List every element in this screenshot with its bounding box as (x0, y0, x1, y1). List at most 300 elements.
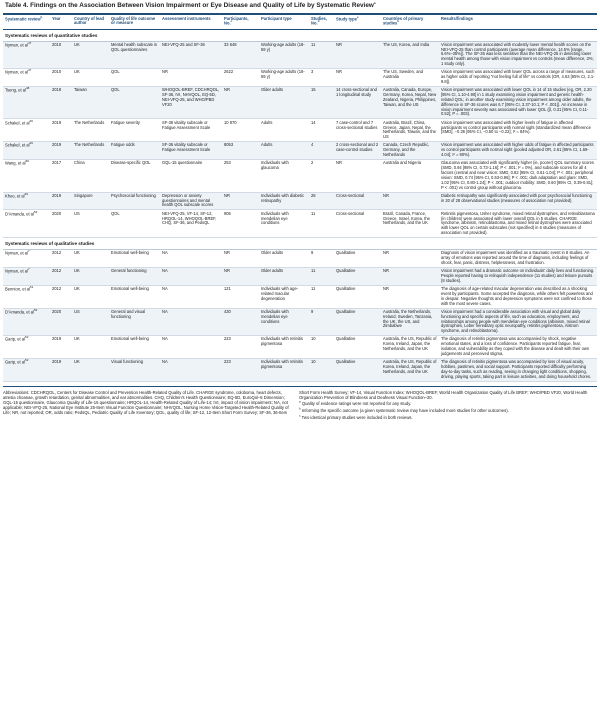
section-label: Systematic reviews of quantitative studies (3, 29, 597, 41)
footnote-a-mark: a (299, 400, 301, 405)
cell-text: 2019 (52, 192, 62, 198)
table-cell (439, 358, 597, 381)
cell-text: 2019 (52, 142, 62, 148)
table-cell (334, 210, 381, 238)
table-cell (160, 358, 222, 381)
table-cell (381, 210, 439, 238)
cell-text: Psychosocial functioning (111, 192, 156, 198)
reference-number: 47 (27, 68, 32, 73)
table-cell (259, 336, 309, 359)
cell-text: Schakel, et al (5, 120, 30, 126)
table-title (5, 2, 597, 10)
column-header-label: Countries of primary studies (383, 15, 424, 26)
table-cell (160, 192, 222, 210)
cell-text: Bennion, et al (5, 286, 31, 292)
cell-text: Australia and Nigeria (383, 160, 422, 166)
table-cell (309, 41, 334, 69)
reference-number: 49 (24, 191, 28, 196)
cell-text: The diagnosis of retinitis pigmentosa was accompanied by loss of visual acuity, hobbies, pastimes, and social support. Participants reported difficulty performing day-to-day tasks, such as reading, seeing in changing light conditions, shopping, driving, playing sports, taking part in leisure activities, and doing household chores. (441, 359, 592, 379)
cell-text: Khoo, et al (5, 193, 25, 199)
table-cell (381, 267, 439, 285)
cell-text: 9 (311, 250, 314, 256)
cell-text: US (74, 308, 80, 314)
table-cell (259, 69, 309, 87)
table-cell (109, 267, 160, 285)
table-row (3, 285, 597, 308)
cell-text: 2020 (52, 210, 62, 216)
cell-text: 2010 (52, 69, 62, 75)
table-cell (160, 142, 222, 160)
table-cell (334, 336, 381, 359)
cell-text: SF-36 vitality subscale or Fatigue Assessment Scale (162, 119, 211, 130)
table-cell (381, 285, 439, 308)
table-row (3, 41, 597, 69)
cell-text: The US, Sweden, and Australia (383, 69, 424, 80)
table-cell (309, 210, 334, 238)
table-cell (160, 285, 222, 308)
cell-text: Older adults (261, 250, 284, 256)
cell-text: Australia, the Netherlands, Ireland, Sweden, Tanzania, the UK, the US, and Zimbabwe (383, 308, 433, 329)
table-cell (439, 308, 597, 336)
reference-number: 7 (27, 267, 30, 272)
table-cell (259, 308, 309, 336)
cell-text: WHOQOL-BREF, CDCHRQOL, SF-36, IVI, NHVQOL, EQ-5D, NEI-VFQ-25, and WHO/PBD VF20 (162, 87, 220, 107)
table-cell (50, 87, 72, 119)
table-cell (50, 192, 72, 210)
cell-text: 7 case-control and 7 cross-sectional studies (336, 119, 378, 130)
cell-text: QOL (111, 69, 120, 75)
cell-text: UK (74, 359, 80, 365)
column-header-label: Year (52, 15, 61, 21)
footnote-column-left (3, 390, 293, 421)
cell-text: Diabetic retinopathy was significantly associated with poor psychosocial functioning in 20 of 28 observational studies (measures of association not provided). (441, 192, 592, 203)
table-cell (309, 87, 334, 119)
abbreviations-right: Short Form Health Survey; VF-14, Visual Function Index; WHOQOL-BREF, World Health Organization Quality of Life BREF; WHO/PBD VF20, World Health Organization Prevention of Blindness and Deafness Visual Function–20. (299, 389, 588, 400)
cell-text: Emotional well-being (111, 250, 149, 256)
table-cell (72, 87, 109, 119)
table-cell (334, 285, 381, 308)
cell-text: Wang, et al (5, 160, 26, 166)
table-cell (3, 210, 50, 238)
column-header-label: Study type (336, 15, 357, 21)
table-cell (381, 142, 439, 160)
cell-text: Australia, the US, Republic of Korea, Ireland, Japan, the Netherlands, and the UK (383, 359, 437, 374)
cell-text: NA (162, 286, 168, 292)
title-footnote-mark: a (373, 0, 376, 5)
table-cell (3, 250, 50, 268)
cell-text: UK (74, 69, 80, 75)
cell-text: Garip, et al (5, 359, 26, 365)
cell-text: 2017 (52, 160, 62, 166)
table-row (3, 210, 597, 238)
abbreviations-left: Abbreviations: CDCHRQOL, Centers for Disease Control and Prevention Health-Related Quality of Life. CHARGE syndrome, coloboma, heart defects, atresia choanae, growth retardation, genital abnormalities, and ear abnormalities. CHQ, Children's Health Questionnaire; EQ-5D, EuroQol–5 Dimension; GQL-15 questionnaire, Glaucoma Quality of Life-15 questionnaire; HRQOL-14, Health-Related Quality of Life-14; IVI, impact of vision impairment; NA, not applicable; NEI-VFQ-25, National Eye Institute 25-Item Visual Function Questionnaire; NHVQOL, Nursing Home Vision-Targeted Health-Related Quality of Life; NR, not reported; OR, odds ratio; PedsQL, Pediatric Quality of Life Inventory; QOL, quality of life; SF-12, 12-Item Short Form Survey; SF-36, 36-Item (3, 389, 289, 416)
cell-text: Vision impairment was associated with higher levels of fatigue in affected participants vs control participants with normal sight (standardized mean difference [SMD], −0.36 [95% CI, −0.50 to −0.22]; I² = 84%). (441, 119, 591, 135)
section-label: Systematic reviews of qualitative studies (3, 238, 597, 250)
footnote-b-text: Informing the specific outcome (a given systematic review may have included more studies for other outcomes). (301, 408, 509, 414)
column-header-label: Quality of life outcome or measure (111, 15, 156, 26)
table-cell (160, 119, 222, 142)
cell-text: 11 (311, 268, 316, 274)
cell-text: Nyman, et al (5, 42, 28, 48)
table-cell (3, 285, 50, 308)
section-header-row (3, 238, 597, 250)
reference-number: 53 (34, 307, 38, 312)
cell-text: NR (383, 268, 389, 274)
cell-text: 10 (311, 359, 316, 365)
table-cell (381, 336, 439, 359)
table-cell (222, 87, 259, 119)
table-cell (334, 119, 381, 142)
cell-text: Garip, et al (5, 336, 26, 342)
cell-text: Australia, Brazil, China, Greece, Japan, Nepal, the Netherlands, Taiwan, and the US (383, 119, 436, 140)
column-header (109, 15, 160, 30)
table-cell (3, 119, 50, 142)
table-cell (381, 250, 439, 268)
cell-text: Vision impairment was associated with lower QOL in 14 of 15 studies (eg, OR, 2.20 [95% CI, 1.10-4.90] in 1 study examining vision impairment and generic health-related QOL; in another study examining vision impairment among older adults, the difference in SF-36 scores was 6.7 [95% CI, 3.37-10.1; P < .001]). An increase in vision impairment severity was associated with lower QOL (β, 0.31 [95% CI, 0.11-0.52]; P = .003). (441, 87, 592, 117)
cell-text: 2020 (52, 308, 62, 314)
cell-text: 4 (311, 142, 314, 148)
column-header (381, 15, 439, 30)
cell-text: Depression or anxiety questionnaires and mental health QOL subscale scores (162, 192, 214, 208)
cell-text: Individuals with diabetic retinopathy (261, 192, 305, 203)
cell-text: 14 (311, 119, 316, 125)
table-cell (160, 69, 222, 87)
table-cell (259, 192, 309, 210)
table-cell (334, 142, 381, 160)
footnote-c (299, 415, 597, 420)
cell-text: Brazil, Canada, France, Greece, Israel, Korea, the Netherlands, and the UK (383, 210, 430, 226)
cell-text: NR (162, 69, 168, 75)
cell-text: NA (162, 359, 168, 365)
table-row (3, 308, 597, 336)
table-row (3, 160, 597, 192)
table-cell (109, 119, 160, 142)
cell-text: Cross-sectional (336, 210, 365, 216)
reference-number: 52 (25, 335, 29, 340)
table-cell (439, 250, 597, 268)
table-cell (309, 308, 334, 336)
cell-text: US (74, 210, 80, 216)
table-cell (259, 119, 309, 142)
cell-text: D'Amanda, et al (5, 211, 34, 217)
table-cell (50, 336, 72, 359)
table-cell (109, 358, 160, 381)
cell-text: 2018 (52, 87, 62, 93)
table-cell (72, 336, 109, 359)
table-cell (259, 41, 309, 69)
table-row (3, 336, 597, 359)
table-cell (3, 267, 50, 285)
table-cell (72, 41, 109, 69)
table-cell (381, 87, 439, 119)
table-cell (109, 69, 160, 87)
table-cell (259, 142, 309, 160)
cell-text: 2 cross-sectional and 2 case-control studies (336, 142, 379, 153)
cell-text: Working-age adults (18-59 y) (261, 41, 305, 52)
cell-text: GQL-15 questionnaire (162, 160, 203, 166)
cell-text: Singapore (74, 192, 93, 198)
table-cell (439, 285, 597, 308)
findings-table (3, 15, 597, 382)
column-header (259, 15, 309, 30)
column-header-footnote-mark: d (317, 19, 320, 24)
table-cell (222, 250, 259, 268)
cell-text: 2012 (52, 286, 62, 292)
cell-text: NR (383, 192, 389, 198)
cell-text: 11 (311, 210, 316, 216)
table-cell (3, 336, 50, 359)
column-header (309, 15, 334, 30)
table-cell (309, 69, 334, 87)
cell-text: 8053 (224, 142, 234, 148)
table-cell (160, 250, 222, 268)
table-cell (222, 192, 259, 210)
reference-number: 50 (25, 159, 29, 164)
column-header-label: Systematic review (5, 15, 41, 21)
table-cell (109, 142, 160, 160)
column-header (72, 15, 109, 30)
cell-text: Vision impairment had a considerable association with visual and global daily functioning and specific aspects of life, such as education, employment, and relationships among people with mendelian eye conditions (albinism, mixed retinal dystrophies, Leber hereditary optic neuropathy, retinitis pigmentosa, Alstrom syndrome, and retinoblastoma). (441, 308, 590, 334)
column-header (160, 15, 222, 30)
table-cell (3, 69, 50, 87)
table-cell (72, 308, 109, 336)
cell-text: NR (224, 87, 230, 93)
cell-text: Fatigue odds (111, 142, 135, 148)
table-row (3, 267, 597, 285)
table-cell (3, 192, 50, 210)
cell-text: 33 648 (224, 41, 237, 47)
footnote-b-mark: b (299, 406, 301, 411)
column-header-label: Results/findings (441, 15, 473, 21)
footnote-column-right (299, 390, 597, 421)
table-cell (3, 142, 50, 160)
reference-number: 48 (25, 86, 30, 91)
table-cell (50, 358, 72, 381)
table-body (3, 29, 597, 381)
table-cell (222, 308, 259, 336)
reference-number: 51 (30, 285, 34, 290)
table-cell (109, 87, 160, 119)
column-header (3, 15, 50, 30)
table-cell (222, 285, 259, 308)
table-cell (222, 358, 259, 381)
cell-text: 2010 (52, 41, 62, 47)
column-header-footnote-mark: b (40, 14, 43, 19)
cell-text: UK (74, 336, 80, 342)
cell-text: Fatigue severity (111, 119, 140, 125)
cell-text: 2622 (224, 69, 234, 75)
cell-text: Vision impairment had a dramatic outcome on individuals' daily lives and functioning. People reported having to relinquish independence (11 studies) and leisure pursuits (8 studies). (441, 268, 595, 283)
cell-text: 223 (224, 359, 231, 365)
cell-text: UK (74, 286, 80, 292)
table-row (3, 69, 597, 87)
reference-number: 46 (29, 141, 33, 146)
table-cell (109, 308, 160, 336)
table-cell (72, 160, 109, 192)
table-cell (109, 210, 160, 238)
table-cell (3, 358, 50, 381)
table-cell (259, 210, 309, 238)
cell-text: Australia, Canada, Europe, Germany, Korea, Nepal, New Zealand, Nigeria, Philippines, Taiwan, and the US (383, 87, 437, 107)
table-cell (160, 308, 222, 336)
table-title-text: Table 4. Findings on the Association Between Vision Impairment or Eye Disease and Quality of Life by Systematic Review (5, 2, 374, 9)
table-row (3, 250, 597, 268)
table-cell (381, 160, 439, 192)
table-cell (334, 267, 381, 285)
table-cell (309, 285, 334, 308)
cell-text: Retinitis pigmentosa, Usher syndrome, mixed retinal dystrophies, and retinoblastoma (in children) were associated with lower overall QOL in 5 studies. CHARGE syndrome, albinism, retinoblastoma, and mixed retinal dystrophies were associated with lower QOL on certain subscales (not specified) in 6 studies (measures of association not provided). (441, 210, 595, 236)
cell-text: NEI-VFQ-25 and SF-36 (162, 41, 205, 47)
cell-text: Qualitative (336, 250, 356, 256)
table-cell (72, 69, 109, 87)
cell-text: Disease-specific QOL (111, 160, 151, 166)
cell-text: 430 (224, 308, 231, 314)
cell-text: Nyman, et al (5, 69, 28, 75)
cell-text: 9 (311, 308, 314, 314)
table-cell (3, 160, 50, 192)
table-cell (309, 160, 334, 192)
table-cell (439, 192, 597, 210)
table-cell (309, 336, 334, 359)
table-cell (50, 210, 72, 238)
table-cell (381, 69, 439, 87)
cell-text: Older adults (261, 268, 284, 274)
cell-text: 2019 (52, 119, 62, 125)
table-row (3, 87, 597, 119)
table-cell (109, 41, 160, 69)
column-header-footnote-mark: e (356, 14, 359, 19)
table-cell (259, 160, 309, 192)
cell-text: Vision impairment was associated with lower QOL across a range of measures, such as higher odds of reporting "not feeling full of life" vs controls (OR, 4.63 [95% CI, 2.1-9.8]). (441, 69, 595, 85)
table-cell (3, 308, 50, 336)
cell-text: Canada, Czech Republic, Germany, and the Netherlands (383, 142, 430, 158)
cell-text: Vision impairment was associated with higher odds of fatigue in affected participants vs control participants with normal sight (pooled adjusted OR, 2.61 [95% CI, 1.69-4.04]; I² = 90%). (441, 142, 594, 158)
table-cell (222, 160, 259, 192)
table-cell (439, 267, 597, 285)
cell-text: Nyman, et al (5, 250, 28, 256)
table-cell (439, 69, 597, 87)
cell-text: Taiwan (74, 87, 87, 93)
cell-text: Working-age adults (18-59 y) (261, 69, 305, 80)
cell-text: 3 (311, 69, 314, 75)
column-header (50, 15, 72, 30)
table-cell (259, 358, 309, 381)
column-header (334, 15, 381, 30)
table-cell (259, 250, 309, 268)
table-cell (50, 285, 72, 308)
cell-text: SF-36 vitality subscale or Fatigue Assessment Scale (162, 142, 211, 153)
cell-text: Emotional well-being (111, 336, 149, 342)
table-cell (381, 308, 439, 336)
column-header-label: Assessment instruments (162, 15, 211, 21)
cell-text: NA (162, 268, 168, 274)
table-cell (439, 41, 597, 69)
cell-text: 2019 (52, 359, 62, 365)
cell-text: 14 cross-sectional and 1 longitudinal study (336, 87, 377, 98)
cell-text: QOL (111, 210, 120, 216)
table-cell (381, 192, 439, 210)
table-cell (109, 160, 160, 192)
table-cell (50, 250, 72, 268)
table-cell (334, 358, 381, 381)
table-row (3, 142, 597, 160)
table-cell (309, 267, 334, 285)
table-cell (381, 119, 439, 142)
cell-text: Diagnosis of vision impairment was identified as a traumatic event in 8 studies. An array of emotions was reported around the time of diagnosis, including feelings of shock, fear, panic, distress, helplessness, and frustration. (441, 250, 590, 265)
cell-text: Individuals with retinitis pigmentosa (261, 359, 303, 370)
cell-text: NR (336, 41, 342, 47)
cell-text: Nyman, et al (5, 268, 28, 274)
table-cell (50, 119, 72, 142)
cell-text: Visual functioning (111, 359, 144, 365)
table-cell (334, 87, 381, 119)
footnote-a (299, 401, 597, 406)
table-cell (259, 267, 309, 285)
cell-text: Individuals with age-related macular degeneration (261, 286, 299, 301)
reference-number: 47 (27, 40, 32, 45)
cell-text: The US, Korea, and India (383, 41, 430, 47)
table-cell (3, 87, 50, 119)
footnotes (3, 386, 597, 421)
cell-text: Individuals with retinitis pigmentosa (261, 336, 303, 347)
cell-text: 905 (224, 210, 231, 216)
cell-text: 2012 (52, 268, 62, 274)
table-cell (334, 250, 381, 268)
table-cell (160, 87, 222, 119)
table-cell (334, 192, 381, 210)
cell-text: 223 (224, 336, 231, 342)
table-cell (222, 142, 259, 160)
column-header-footnote-mark: c (230, 19, 233, 24)
cell-text: Qualitative (336, 286, 356, 292)
table-cell (334, 41, 381, 69)
table-cell (309, 192, 334, 210)
cell-text: Individuals with glaucoma (261, 160, 289, 171)
cell-text: 11 (311, 41, 316, 47)
footnote-c-text: Two identical primary studies were included in both reviews. (301, 414, 413, 420)
cell-text: The diagnosis of retinitis pigmentosa was accompanied by shock, negative emotional states, and a loss of confidence. Participants reported fatigue, fear, isolation, and vulnerability as they coped with the disease and dealt with their own judgements and perceived stigma. (441, 336, 590, 356)
table-cell (72, 358, 109, 381)
cell-text: 10 (311, 336, 316, 342)
cell-text: NR (224, 250, 230, 256)
cell-text: NR (224, 268, 230, 274)
table-cell (72, 142, 109, 160)
cell-text: 10 870 (224, 119, 237, 125)
cell-text: NA (162, 308, 168, 314)
cell-text: Individuals with mendelian eye conditions (261, 308, 289, 324)
table-cell (439, 160, 597, 192)
cell-text: Mental health subscale in QOL questionnaires (111, 41, 158, 52)
cell-text: UK (74, 250, 80, 256)
table-cell (72, 210, 109, 238)
table-cell (160, 160, 222, 192)
cell-text: NA (162, 250, 168, 256)
table-cell (309, 142, 334, 160)
table-cell (334, 160, 381, 192)
table-cell (309, 250, 334, 268)
cell-text: 2 (311, 160, 314, 166)
cell-text: NA (162, 336, 168, 342)
table-cell (222, 41, 259, 69)
cell-text: China (74, 160, 85, 166)
column-header (439, 15, 597, 30)
cell-text: Vision impairment was associated with modestly lower mental health scores on the NEI-VFQ-25 than control participants (average mean difference, 14.5% [range, 6.6%–35%]). The SF-36 was less sensitive than the NEI-VFQ-25 in detecting lower mental health among those with vision impairment vs controls (mean difference, 3%; 1 study only). (441, 41, 594, 67)
cell-text: Glaucoma was associated with significantly higher (ie, poorer) QOL summary scores (SMD, 0.94 [95% CI, 0.73-1.16]; P < .001; I² = 0%), and subscale scores for all 4 factors (central and near vision: SMD, 0.82 [95% CI, 0.61-1.04]; P < .001; peripheral vision: SMD, 0.74 [95% CI, 0.53-0.96]; P < .001; dark adaptation and glare: SMD, 1.02 [95% CI, 0.80-1.24]; P < .001; outdoor mobility: SMD, 0.60 [95% CI, 0.39-0.81]; P < .001) vs control group without glaucoma. (441, 160, 594, 190)
cell-text: Adults (261, 142, 273, 148)
cell-text: General functioning (111, 268, 147, 274)
cell-text: NR (383, 250, 389, 256)
table-cell (334, 308, 381, 336)
